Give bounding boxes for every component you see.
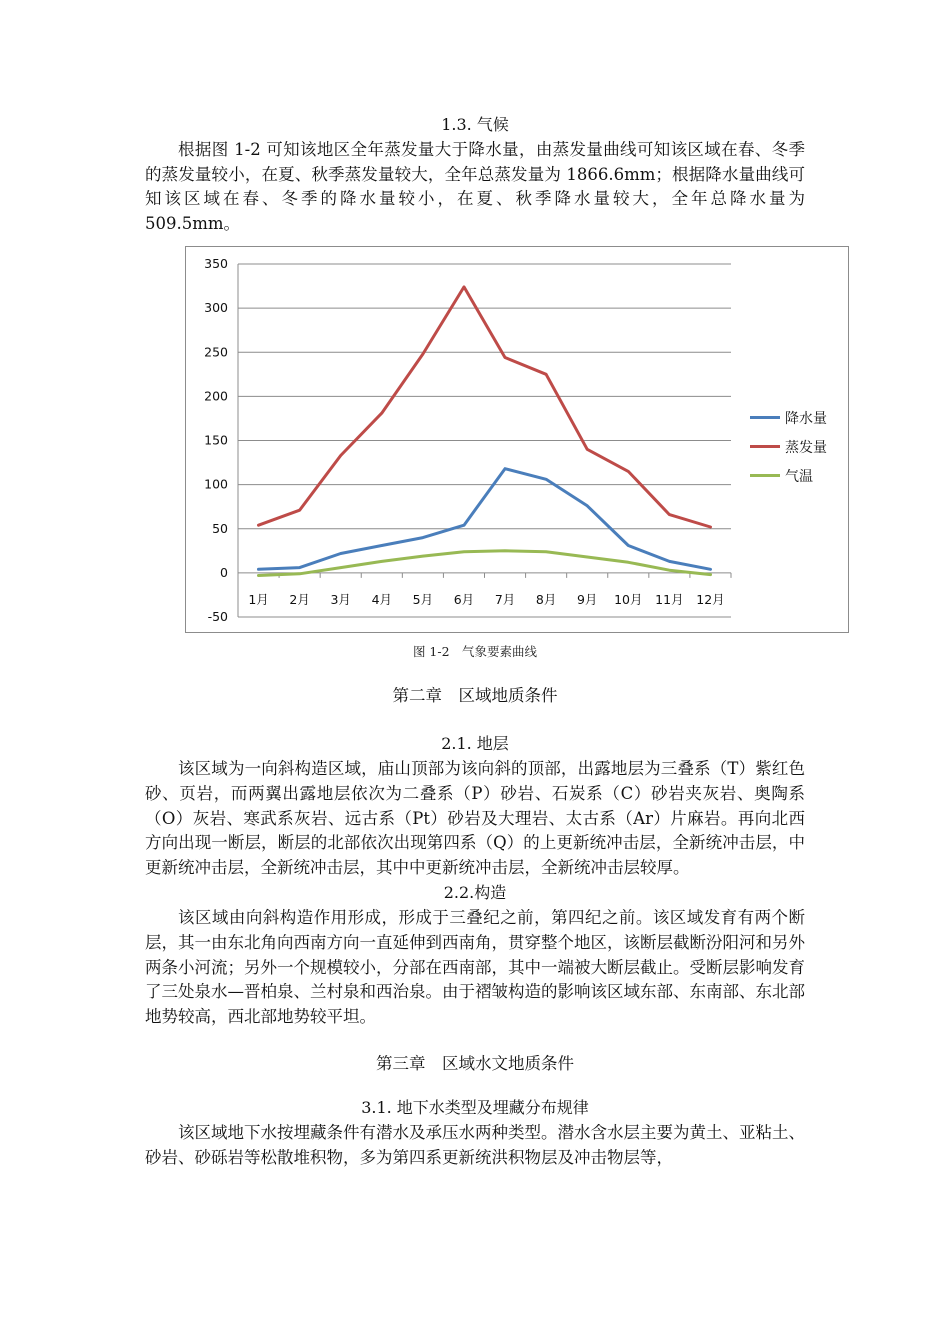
data-point xyxy=(586,505,588,507)
data-point xyxy=(709,526,711,528)
data-point xyxy=(257,524,259,526)
groundwater-paragraph: 该区域地下水按埋藏条件有潜水及承压水两种类型。潜水含水层主要为黄土、亚粘土、砂岩、砂砾岩等松散堆积物，多为第四系更新统洪积物层及冲击物层等， xyxy=(145,1123,805,1167)
x-tick-label: 3月 xyxy=(330,592,351,608)
data-point xyxy=(627,545,629,547)
x-tick-label: 8月 xyxy=(535,592,557,608)
legend-swatch-evaporation xyxy=(750,445,780,448)
data-point xyxy=(668,514,670,516)
climate-paragraph: 根据图 1-2 可知该地区全年蒸发量大于降水量，由蒸发量曲线可知该区域在春、冬季的蒸发量较小，在夏、秋季蒸发量较大，全年总蒸发量为 1866.6mm；根据降水量曲线可知该区域在春、冬季的降水量较小，在夏、秋季降水量较大，全年总降水量为 509.5mm。 xyxy=(145,140,805,233)
data-point xyxy=(340,553,342,555)
x-tick-label: 6月 xyxy=(453,592,475,608)
data-point xyxy=(504,468,506,470)
data-point xyxy=(298,509,300,511)
data-point xyxy=(504,357,506,359)
y-tick-label: 150 xyxy=(204,432,228,448)
data-point xyxy=(340,567,342,569)
strata-paragraph: 该区域为一向斜构造区域，庙山顶部为该向斜的顶部，出露地层为三叠系（T）紫红色砂、页岩，而两翼出露地层依次为二叠系（P）砂岩、石炭系（C）砂岩夹灰岩、奥陶系（O）灰岩、寒武系灰岩、远古系（Pt）砂岩及大理岩、太古系（Ar）片麻岩。再向北西方向出现一断层，断层的北部依次出现第四系（Q）的上更新统冲击层，全新统冲击层，中更新统冲击层，全新统冲击层，其中中更新统冲击层，全新统冲击层较厚。 xyxy=(145,759,805,877)
page-content xyxy=(145,112,827,1171)
y-tick-label: 100 xyxy=(204,477,228,492)
section-heading-climate: 1.3. 气候 xyxy=(441,115,509,134)
x-tick-label: 7月 xyxy=(494,592,516,608)
x-tick-label: 1月 xyxy=(248,592,269,608)
chapter-2-title: 第二章 区域地质条件 xyxy=(392,686,558,706)
x-tick-label: 10月 xyxy=(614,592,643,608)
y-tick-label: 0 xyxy=(220,565,228,581)
data-point xyxy=(627,471,629,473)
x-tick-label: 11月 xyxy=(655,592,684,608)
y-tick-label: 50 xyxy=(212,521,228,537)
data-point xyxy=(709,569,711,571)
data-point xyxy=(463,551,465,553)
section-heading-groundwater: 3.1. 地下水类型及埋藏分布规律 xyxy=(361,1098,589,1118)
data-point xyxy=(381,412,383,414)
data-point xyxy=(381,545,383,547)
data-point xyxy=(340,455,342,457)
data-point xyxy=(422,537,424,539)
legend-item-evaporation xyxy=(750,432,842,461)
legend-label-evaporation: 蒸发量 xyxy=(785,439,827,456)
data-point xyxy=(257,575,259,577)
data-point xyxy=(422,555,424,557)
x-tick-label: 2月 xyxy=(289,592,310,608)
legend-label-temperature: 气温 xyxy=(785,468,813,485)
climate-chart xyxy=(185,246,849,633)
x-tick-label: 5月 xyxy=(412,592,434,608)
data-point xyxy=(586,556,588,558)
legend-item-temperature xyxy=(750,461,842,490)
data-point xyxy=(257,569,259,571)
section-heading-strata: 2.1. 地层 xyxy=(441,734,509,754)
legend-swatch-precipitation xyxy=(750,416,780,419)
data-point xyxy=(709,574,711,576)
figure-caption: 图 1-2 气象要素曲线 xyxy=(412,644,538,660)
data-point xyxy=(627,561,629,563)
y-tick-label: 300 xyxy=(204,300,228,316)
y-tick-label: -50 xyxy=(207,609,228,625)
chart-legend xyxy=(750,403,842,490)
x-tick-label: 4月 xyxy=(371,592,393,608)
legend-swatch-temperature xyxy=(750,474,780,477)
x-tick-label: 9月 xyxy=(576,592,598,608)
series-line-0 xyxy=(259,469,711,570)
data-point xyxy=(298,573,300,575)
series-line-1 xyxy=(259,287,711,527)
legend-label-precipitation: 降水量 xyxy=(785,410,827,427)
data-point xyxy=(463,286,465,288)
data-point xyxy=(298,567,300,569)
section-heading-structure: 2.2.构造 xyxy=(443,883,507,903)
structure-paragraph: 该区域由向斜构造作用形成，形成于三叠纪之前，第四纪之前。该区域发育有两个断层，其一由东北角向西南方向一直延伸到西南角，贯穿整个地区，该断层截断汾阳河和另外两条小河流；另外一个规模较小，分部在西南部，其中一端被大断层截止。受断层影响发育了三处泉水—晋柏泉、兰村泉和西治泉。由于褶皱构造的影响该区域东部、东南部、东北部地势较高，西北部地势较平坦。 xyxy=(145,908,805,1026)
data-point xyxy=(586,449,588,451)
legend-item-precipitation xyxy=(750,403,842,432)
data-point xyxy=(668,569,670,571)
data-point xyxy=(545,373,547,375)
x-tick-label: 12月 xyxy=(696,592,725,608)
data-point xyxy=(422,353,424,355)
data-point xyxy=(545,479,547,481)
chapter-3-title: 第三章 区域水文地质条件 xyxy=(376,1054,574,1074)
data-point xyxy=(668,561,670,563)
data-point xyxy=(381,561,383,563)
data-point xyxy=(504,550,506,552)
series-line-2 xyxy=(259,551,711,576)
data-point xyxy=(545,551,547,553)
y-tick-label: 250 xyxy=(204,344,228,360)
y-tick-label: 200 xyxy=(204,388,228,404)
y-tick-label: 350 xyxy=(204,256,228,272)
data-point xyxy=(463,524,465,526)
